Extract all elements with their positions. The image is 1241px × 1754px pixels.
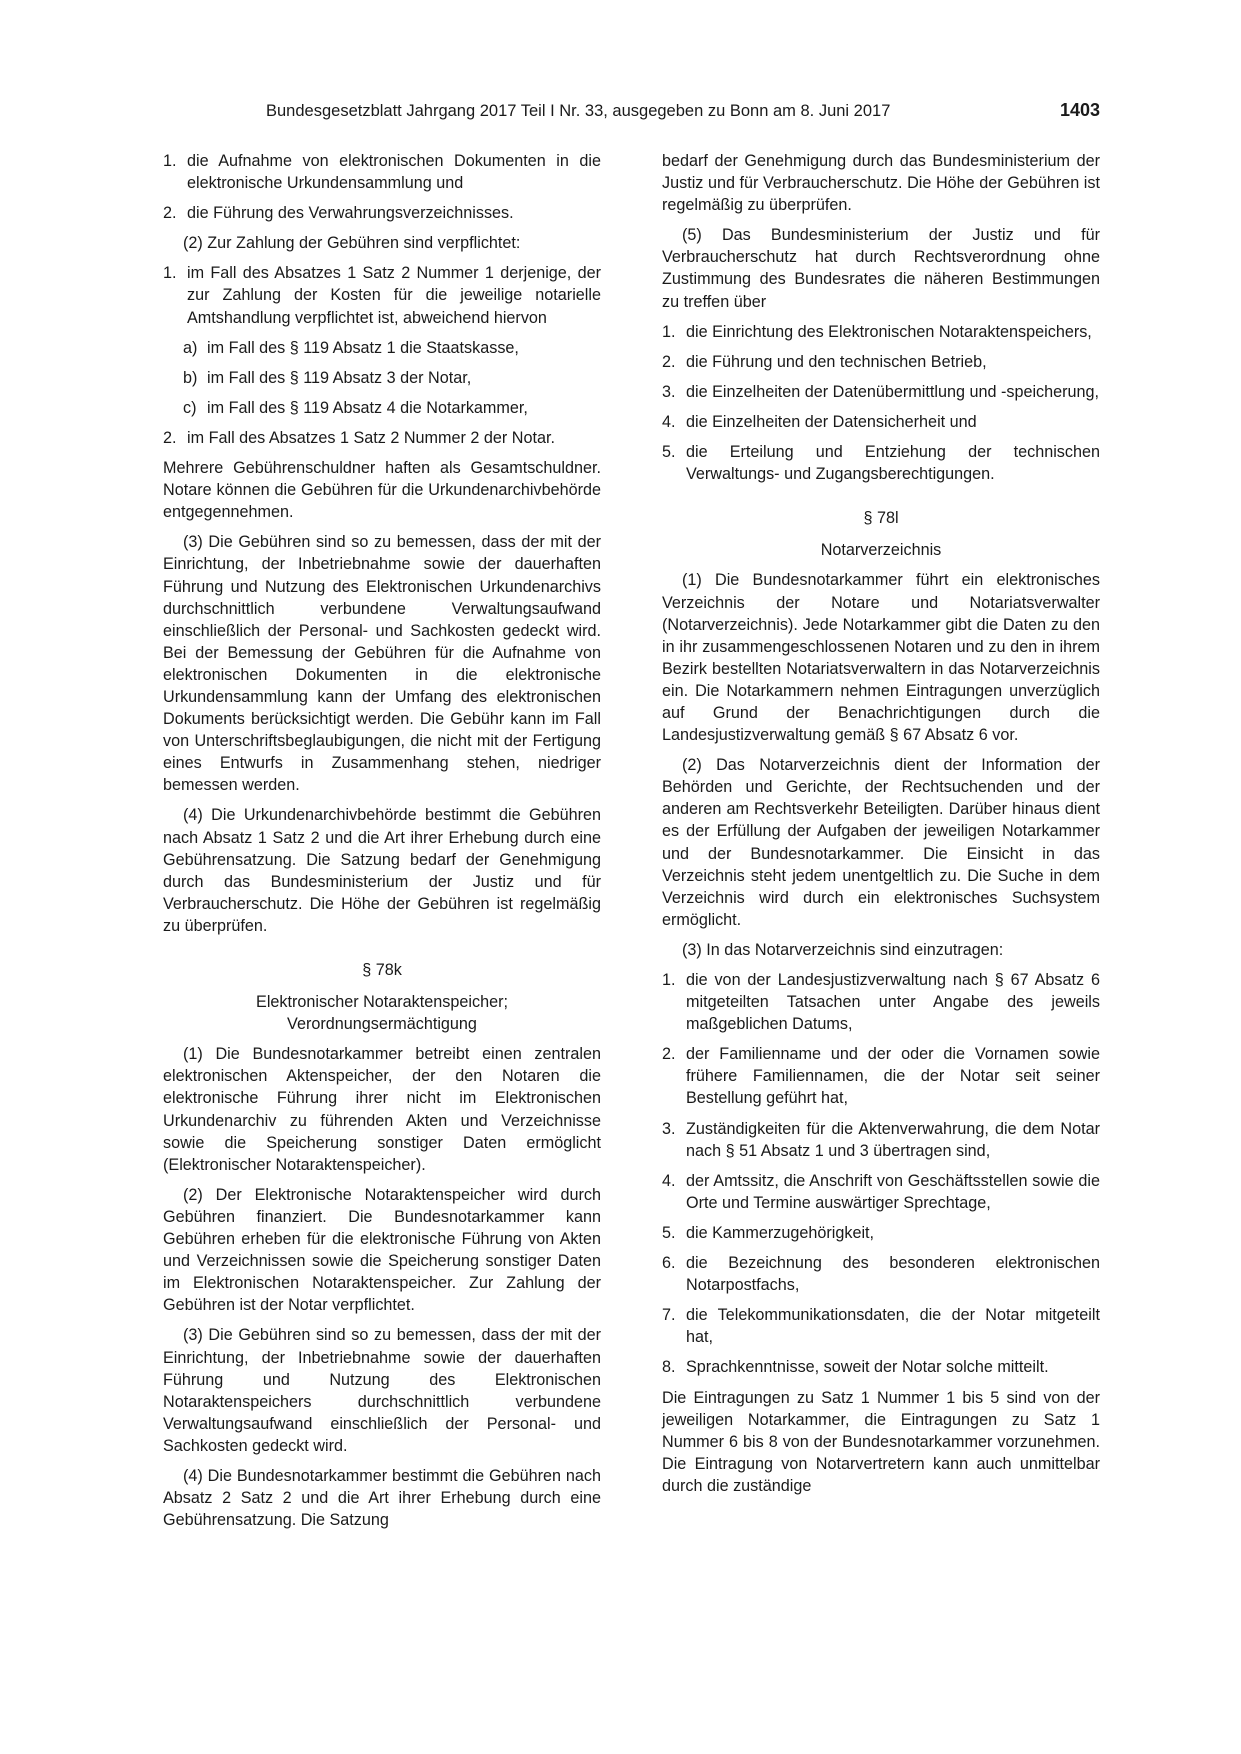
list-item: 4. die Einzelheiten der Datensicherheit und [662, 412, 977, 431]
paragraph: (3) Die Gebühren sind so zu bemessen, dass der mit der Einrichtung, der Inbetriebnahme sowie der dauerhaften Führung und Nutzung des Elektronischen Urkundenarchivs durchschnittlich verbundene Verwaltungsaufwand einschließlich der Personal- und Sachkosten gedeckt wird. Bei der Bemessung der Gebühren für die Aufnahme von elektronischen Dokumenten in die elektronische Urkundensammlung kann der Umfang des elektronischen Dokuments berücksichtigt werden. Die Gebühr kann im Fall von Unterschriftsbeglaubigungen, die nicht mit der Fertigung eines Entwurfs in Zusammenhang stehen, niedriger bemessen werden. [163, 533, 601, 795]
section-title: Elektronischer Notaraktenspeicher; Verordnungsermächtigung [256, 993, 508, 1034]
list-item: 2. im Fall des Absatzes 1 Satz 2 Nummer 2 der Notar. [163, 428, 555, 447]
page-header [163, 100, 1100, 126]
list-item: 1. im Fall des Absatzes 1 Satz 2 Nummer 1 derjenige, der zur Zahlung der Kosten für die jeweilige notarielle Amtshandlung verpflichtet ist, abweichend hiervon [163, 264, 601, 327]
list-item: 2. die Führung des Verwahrungsverzeichnisses. [163, 204, 514, 223]
list-item: 4. der Amtssitz, die Anschrift von Geschäftsstellen sowie die Orte und Termine auswärtiger Sprechtage, [662, 1171, 1100, 1212]
paragraph: bedarf der Genehmigung durch das Bundesministerium der Justiz und für Verbraucherschutz. Die Höhe der Gebühren ist regelmäßig zu überprüfen. [662, 152, 1100, 215]
paragraph: (2) Der Elektronische Notaraktenspeicher wird durch Gebühren finanziert. Die Bundesnotarkammer kann Gebühren erheben für die elektronische Führung von Akten und Verzeichnissen sowie die Speicherung sonstiger Daten im Elektronischen Notaraktenspeicher. Zur Zahlung der Gebühren ist der Notar verpflichtet. [163, 1185, 601, 1315]
paragraph: (2) Zur Zahlung der Gebühren sind verpflichtet: [183, 234, 521, 253]
paragraph: (3) Die Gebühren sind so zu bemessen, dass der mit der Einrichtung, der Inbetriebnahme sowie der dauerhaften Führung und Nutzung des Elektronischen Notaraktenspeichers durchschnittlich verbundene Verwaltungsaufwand einschließlich der Personal- und Sachkosten gedeckt wird. [163, 1326, 601, 1455]
list-item: 3. Zuständigkeiten für die Aktenverwahrung, die dem Notar nach § 51 Absatz 1 und 3 übertragen sind, [662, 1119, 1100, 1160]
list-item: 7. die Telekommunikationsdaten, die der Notar mitgeteilt hat, [662, 1306, 1100, 1347]
list-item: 1. die von der Landesjustizverwaltung nach § 67 Absatz 6 mitgeteilten Tatsachen unter Angabe des jeweils maßgeblichen Datums, [662, 971, 1100, 1034]
paragraph: (1) Die Bundesnotarkammer betreibt einen zentralen elektronischen Aktenspeicher, der den Notaren die elektronische Führung ihrer nicht im Elektronischen Urkundenarchiv zu führenden Akten und Verzeichnisse sowie die Speicherung sonstiger Daten ermöglicht (Elektronischer Notaraktenspeicher). [163, 1045, 601, 1174]
section-title: Notarverzeichnis [820, 541, 942, 560]
paragraph: (1) Die Bundesnotarkammer führt ein elektronisches Verzeichnis der Notare und Notariatsverwalter (Notarverzeichnis). Jede Notarkammer gibt die Daten zu den in ihr zusammengeschlossenen Notaren und zu den in ihrem Bezirk bestellten Notariatsverwaltern in das Notarverzeichnis ein. Die Notarkammern nehmen Eintragungen unverzüglich auf Grund der Benachrichtigungen durch die Landesjustizverwaltung gemäß § 67 Absatz 6 vor. [662, 571, 1100, 745]
list-item: 3. die Einzelheiten der Datenübermittlung und -speicherung, [662, 382, 1100, 401]
section-number: § 78k [362, 961, 402, 979]
paragraph: Die Eintragungen zu Satz 1 Nummer 1 bis 5 sind von der jeweiligen Notarkammer, die Eintragungen zu Satz 1 Nummer 6 bis 8 von der Bundesnotarkammer vorzunehmen. Die Eintragung von Notarvertretern kann auch unmittelbar durch die zuständige [662, 1388, 1100, 1495]
sub-list-item: c) im Fall des § 119 Absatz 4 die Notarkammer, [183, 398, 528, 417]
running-title: Bundesgesetzblatt Jahrgang 2017 Teil I Nr. 33, ausgegeben zu Bonn am 8. Juni 2017 [266, 102, 891, 120]
section-number: § 78l [863, 509, 899, 528]
list-item: 6. die Bezeichnung des besonderen elektronischen Notarpostfachs, [662, 1254, 1100, 1295]
list-item: 1. die Einrichtung des Elektronischen Notaraktenspeichers, [662, 322, 1092, 341]
paragraph: Mehrere Gebührenschuldner haften als Gesamtschuldner. Notare können die Gebühren für die Urkundenarchivbehörde entgegennehmen. [163, 459, 601, 522]
paragraph: (4) Die Urkundenarchivbehörde bestimmt die Gebühren nach Absatz 1 Satz 2 und die Art ihrer Erhebung durch eine Gebührensatzung. Die Satzung bedarf der Genehmigung durch das Bundesministerium der Justiz und für Verbraucherschutz. Die Höhe der Gebühren ist regelmäßig zu überprüfen. [163, 806, 601, 935]
paragraph: (5) Das Bundesministerium der Justiz und für Verbraucherschutz hat durch Rechtsverordnung ohne Zustimmung des Bundesrates die näheren Bestimmungen zu treffen über [662, 226, 1100, 311]
list-item: 8. Sprachkenntnisse, soweit der Notar solche mitteilt. [662, 1358, 1049, 1377]
page-number: 1403 [1059, 100, 1100, 120]
sub-list-item: a) im Fall des § 119 Absatz 1 die Staatskasse, [183, 338, 519, 357]
sub-list-item: b) im Fall des § 119 Absatz 3 der Notar, [183, 368, 472, 387]
paragraph: (2) Das Notarverzeichnis dient der Information der Behörden und Gerichte, der Rechtsuchenden und der anderen am Rechtsverkehr Beteiligten. Darüber hinaus dient es der Erfüllung der Aufgaben der jeweiligen Notarkammer und der Bundesnotarkammer. Die Einsicht in das Verzeichnis steht jedem unentgeltlich zu. Die Suche in dem Verzeichnis wird durch ein elektronisches Suchsystem ermöglicht. [662, 756, 1100, 929]
list-item: 1. die Aufnahme von elektronischen Dokumenten in die elektronische Urkundensammlung und [163, 152, 601, 193]
paragraph: (4) Die Bundesnotarkammer bestimmt die Gebühren nach Absatz 2 Satz 2 und die Art ihrer Erhebung durch eine Gebührensatzung. Die Satzung [163, 1466, 601, 1530]
paragraph: (3) In das Notarverzeichnis sind einzutragen: [682, 940, 1004, 959]
list-item: 2. die Führung und den technischen Betrieb, [662, 352, 987, 371]
list-item: 5. die Erteilung und Entziehung der technischen Verwaltungs- und Zugangsberechtigungen. [662, 443, 1100, 484]
list-item: 5. die Kammerzugehörigkeit, [662, 1223, 875, 1242]
left-column [163, 150, 601, 1539]
list-item: 2. der Familienname und der oder die Vornamen sowie frühere Familiennamen, die der Notar seit seiner Bestellung geführt hat, [662, 1045, 1100, 1108]
right-column [662, 150, 1100, 1505]
